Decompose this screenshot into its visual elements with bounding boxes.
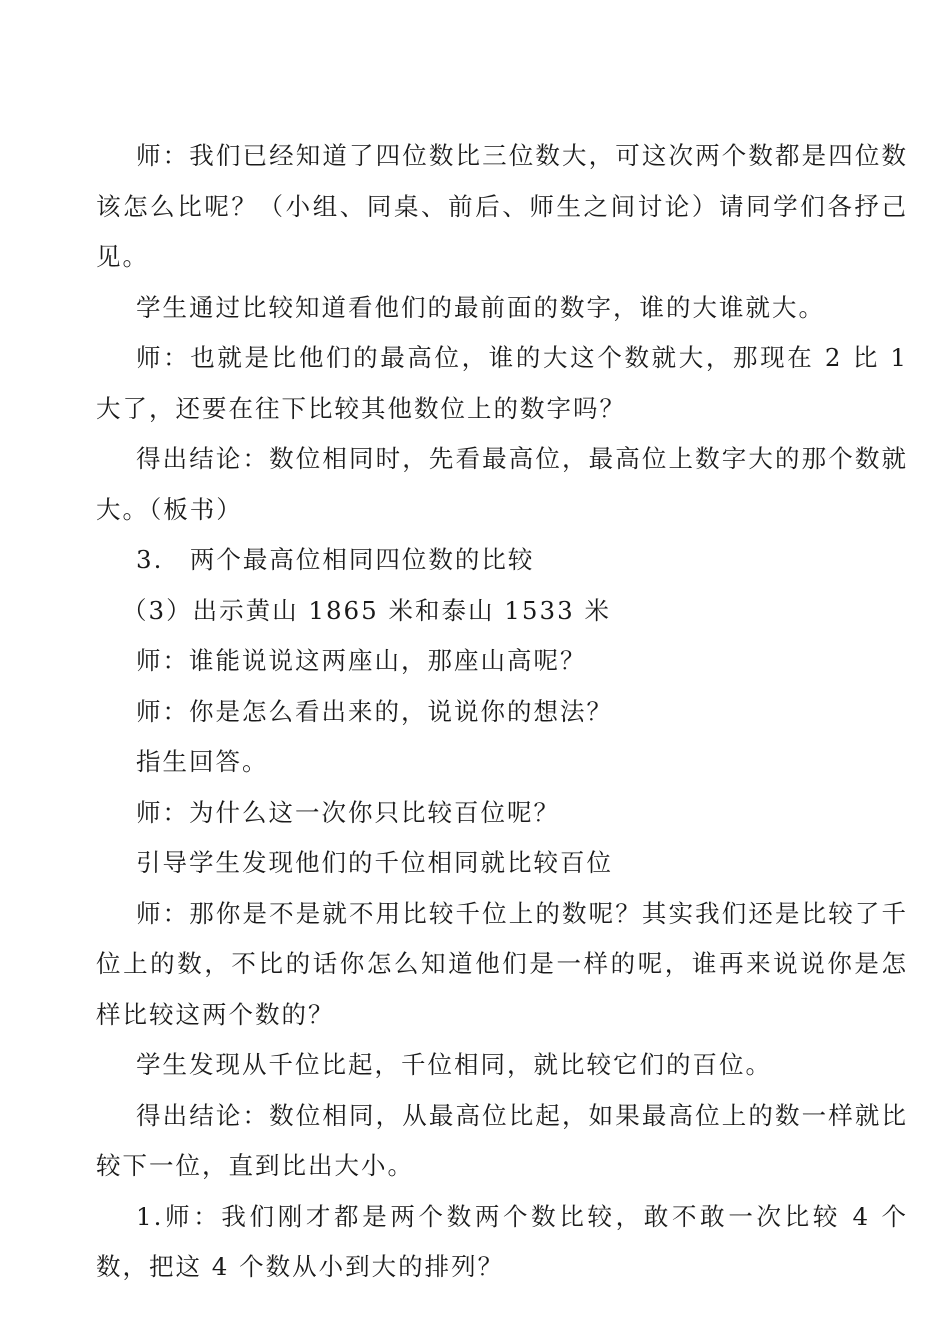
paragraph: 师：那你是不是就不用比较千位上的数呢？其实我们还是比较了千位上的数，不比的话你怎么知道他们是一样的呢，谁再来说说你是怎样比较这两个数的？ <box>96 898 908 1029</box>
paragraph: 学生通过比较知道看他们的最前面的数字，谁的大谁就大。 <box>136 292 825 322</box>
paragraph: （3）出示黄山 1865 米和泰山 1533 米 <box>122 595 611 625</box>
paragraph: 师：也就是比他们的最高位，谁的大这个数就大，那现在 2 比 1 大了，还要在往下比较其他数位上的数字吗？ <box>96 343 908 423</box>
paragraph: 师：为什么这一次你只比较百位呢？ <box>136 797 560 827</box>
paragraph: 1.师：我们刚才都是两个数两个数比较，敢不敢一次比较 4 个数，把这 4 个数从小到大的排列？ <box>96 1201 908 1281</box>
paragraph: 得出结论：数位相同，从最高位比起，如果最高位上的数一样就比较下一位，直到比出大小。 <box>96 1100 908 1180</box>
paragraph: 引导学生发现他们的千位相同就比较百位 <box>136 848 613 877</box>
paragraph: 指生回答。 <box>136 747 269 776</box>
paragraph: 3. 两个最高位相同四位数的比较 <box>136 545 535 574</box>
paragraph: 师：谁能说说这两座山，那座山高呢？ <box>136 646 587 675</box>
paragraph: 师：你是怎么看出来的，说说你的想法？ <box>136 696 613 726</box>
document-body <box>96 131 908 1293</box>
paragraph: 得出结论：数位相同时，先看最高位，最高位上数字大的那个数就大。（板书） <box>96 444 908 524</box>
paragraph: 师：我们已经知道了四位数比三位数大，可这次两个数都是四位数该怎么比呢？（小组、同桌、前后、师生之间讨论）请同学们各抒己见。 <box>96 141 908 271</box>
paragraph: 学生发现从千位比起，千位相同，就比较它们的百位。 <box>136 1050 772 1079</box>
